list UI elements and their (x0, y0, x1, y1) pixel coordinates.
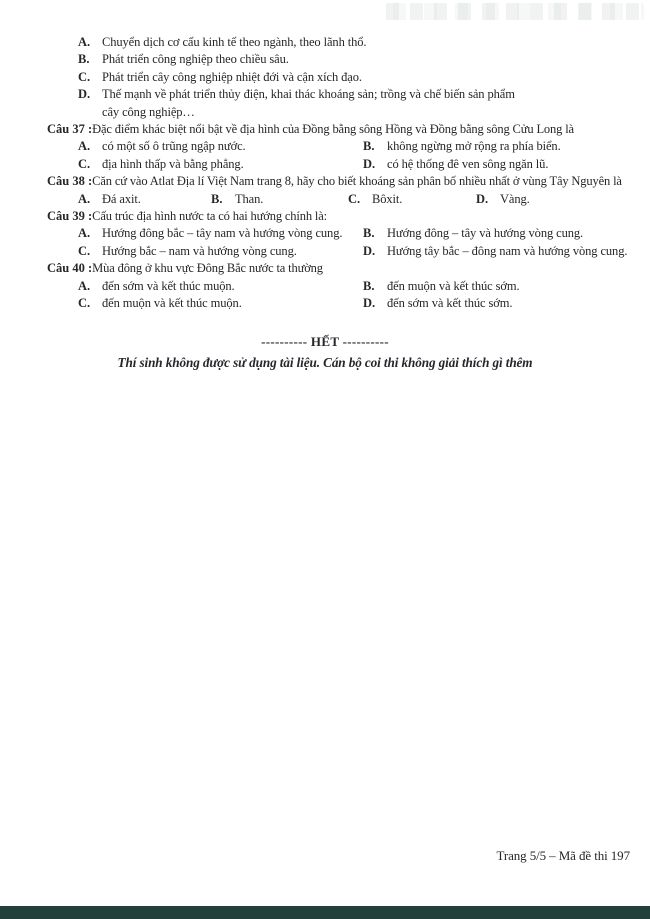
option-letter: B. (363, 278, 375, 293)
q39-option-c (78, 243, 363, 260)
question-label: Câu 39 : (47, 209, 93, 224)
option-text: Phát triển cây công nghiệp nhiệt đới và cận xích đạo. (102, 69, 362, 84)
question-40-options-cd (78, 295, 650, 312)
question-38-options (78, 191, 650, 208)
option-letter: C. (78, 296, 91, 311)
question-37 (47, 121, 650, 138)
option-text: Chuyển dịch cơ cấu kinh tế theo ngành, theo lãnh thổ. (102, 35, 367, 49)
option-text: đến sớm và kết thúc sớm. (387, 296, 513, 311)
option-text: có một số ô trũng ngập nước. (102, 139, 246, 154)
continued-option-b (78, 51, 650, 68)
option-letter: C. (78, 243, 91, 258)
question-37-options-ab (78, 138, 650, 155)
option-letter: A. (78, 226, 91, 241)
option-letter: B. (363, 139, 375, 154)
option-letter: C. (78, 69, 91, 84)
continued-option-c (78, 69, 650, 86)
q38-option-a (78, 191, 211, 208)
q38-option-b (211, 191, 348, 208)
option-letter: A. (78, 35, 91, 49)
question-40-options-ab (78, 278, 650, 295)
page-footer: Trang 5/5 – Mã đề thi 197 (496, 848, 630, 863)
scan-edge-bar (0, 906, 650, 919)
question-label: Câu 37 : (47, 122, 93, 137)
exam-instructions-note: Thí sinh không được sử dụng tài liệu. Cán bộ coi thi không giải thích gì thêm (117, 354, 533, 370)
option-letter: B. (363, 226, 375, 241)
option-letter: B. (78, 52, 90, 67)
q38-option-d (476, 191, 530, 208)
option-text: Vàng. (500, 191, 530, 206)
option-text: Phát triển công nghiệp theo chiều sâu. (102, 52, 289, 67)
option-text: đến sớm và kết thúc muộn. (102, 278, 235, 293)
option-letter: D. (363, 243, 376, 258)
question-40 (47, 260, 650, 277)
option-letter: D. (78, 87, 91, 102)
q37-option-a (78, 138, 363, 155)
option-letter: A. (78, 278, 91, 293)
q38-option-c (348, 191, 476, 208)
option-letter: C. (78, 156, 91, 171)
option-text: Than. (235, 191, 264, 206)
question-text: Cấu trúc địa hình nước ta có hai hướng chính là: (92, 209, 327, 224)
q37-option-d (363, 156, 548, 173)
exam-content (0, 0, 650, 371)
question-text: Đặc điểm khác biệt nổi bật về địa hình của Đồng bằng sông Hồng và Đồng bằng sông Cửu Long là (92, 122, 574, 137)
q40-option-b (363, 278, 520, 295)
q40-option-c (78, 295, 363, 312)
option-text: đến muộn và kết thúc sớm. (387, 278, 520, 293)
continued-option-d-wrap: cây công nghiệp… (102, 104, 195, 119)
page-bleed-artifact (386, 3, 644, 20)
question-text: Căn cứ vào Atlat Địa lí Việt Nam trang 8, hãy cho biết khoáng sản phân bố nhiều nhất ở vùng Tây Nguyên là (92, 174, 622, 189)
option-letter: D. (476, 191, 489, 206)
option-letter: A. (78, 139, 91, 154)
q40-option-d (363, 295, 512, 312)
option-text: Hướng bắc – nam và hướng vòng cung. (102, 243, 297, 258)
question-39-options-ab (78, 225, 650, 242)
option-text: không ngừng mở rộng ra phía biển. (387, 139, 561, 154)
q39-option-a (78, 225, 363, 242)
option-text: Bôxit. (372, 191, 403, 206)
option-text: Hướng đông – tây và hướng vòng cung. (387, 226, 584, 241)
option-letter: A. (78, 191, 91, 206)
question-39 (47, 208, 650, 225)
option-text: Hướng tây bắc – đông nam và hướng vòng cung. (387, 243, 628, 258)
question-label: Câu 38 : (47, 174, 93, 189)
option-text: Thế mạnh về phát triển thủy điện, khai thác khoáng sản; trồng và chế biến sản phẩm (102, 87, 515, 102)
question-37-options-cd (78, 156, 650, 173)
question-38 (47, 173, 650, 190)
option-letter: D. (363, 156, 376, 171)
end-of-exam-marker: ---------- HẾT ---------- (261, 333, 389, 349)
q40-option-a (78, 278, 363, 295)
option-letter: C. (348, 191, 361, 206)
option-text: có hệ thống đê ven sông ngăn lũ. (387, 156, 549, 171)
q37-option-c (78, 156, 363, 173)
continued-option-d (78, 86, 650, 103)
q39-option-d (363, 243, 627, 260)
question-39-options-cd (78, 243, 650, 260)
option-text: Đá axit. (102, 191, 141, 206)
option-text: Hướng đông bắc – tây nam và hướng vòng cung. (102, 226, 343, 241)
q37-option-b (363, 138, 561, 155)
option-text: đến muộn và kết thúc muộn. (102, 296, 242, 311)
q39-option-b (363, 225, 583, 242)
continued-option-a (78, 34, 650, 51)
option-letter: B. (211, 191, 223, 206)
option-text: địa hình thấp và bằng phẳng. (102, 156, 244, 171)
question-text: Mùa đông ở khu vực Đông Bắc nước ta thường (92, 261, 323, 276)
question-label: Câu 40 : (47, 261, 93, 276)
option-letter: D. (363, 296, 376, 311)
